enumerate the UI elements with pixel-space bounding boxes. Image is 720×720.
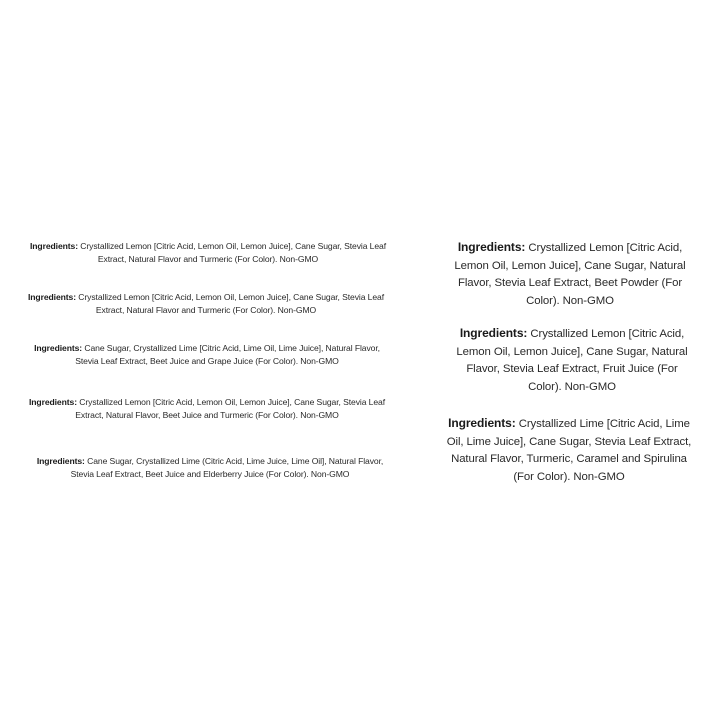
ingredients-block-left-4	[28, 396, 386, 421]
ingredients-label: Ingredients:	[34, 343, 83, 353]
ingredients-text: Crystallized Lemon [Citric Acid, Lemon Oil, Lemon Juice], Cane Sugar, Stevia Leaf Extract, Natural Flavor and Turmeric (For Color). Non-GMO	[78, 292, 385, 315]
ingredients-text: Crystallized Lemon [Citric Acid, Lemon Oil, Lemon Juice], Cane Sugar, Natural Flavor, Stevia Leaf Extract, Beet Powder (For Color). Non-GMO	[454, 242, 686, 307]
ingredients-label: Ingredients:	[30, 241, 78, 251]
ingredients-block-right-2	[452, 325, 692, 396]
ingredients-block-right-1	[452, 239, 688, 310]
ingredients-block-left-3	[28, 342, 386, 367]
ingredients-label: Ingredients:	[448, 416, 516, 430]
ingredients-label: Ingredients:	[28, 397, 77, 407]
ingredients-text: Crystallized Lemon [Citric Acid, Lemon Oil, Lemon Juice], Cane Sugar, Natural Flavor, Stevia Leaf Extract, Fruit Juice (For Color). Non-GMO	[456, 328, 688, 393]
ingredients-label: Ingredients:	[457, 240, 526, 254]
ingredients-block-left-2	[28, 291, 384, 316]
ingredients-block-left-5	[28, 455, 392, 480]
ingredients-text: Cane Sugar, Crystallized Lime (Citric Acid, Lime Juice, Lime Oil], Natural Flavor, Stevia Leaf Extract, Beet Juice and Elderberry Juice (For Color). Non-GMO	[70, 456, 384, 479]
ingredients-label: Ingredients:	[459, 326, 528, 340]
ingredients-block-right-3	[446, 415, 692, 486]
ingredients-text: Cane Sugar, Crystallized Lime [Citric Acid, Lime Oil, Lime Juice], Natural Flavor, Stevia Leaf Extract, Beet Juice and Grape Juice (For Color). Non-GMO	[75, 343, 380, 366]
ingredients-text: Crystallized Lemon [Citric Acid, Lemon Oil, Lemon Juice], Cane Sugar, Stevia Leaf Extract, Natural Flavor, Beet Juice and Turmeric (For Color). Non-GMO	[75, 397, 385, 420]
ingredients-text: Crystallized Lemon [Citric Acid, Lemon Oil, Lemon Juice], Cane Sugar, Stevia Leaf Extract, Natural Flavor and Turmeric (For Color). Non-GMO	[80, 241, 387, 264]
ingredients-block-left-1	[30, 240, 386, 265]
ingredients-text: Crystallized Lime [Citric Acid, Lime Oil, Lime Juice], Cane Sugar, Stevia Leaf Extract, Natural Flavor, Turmeric, Caramel and Spirulina (For Color). Non-GMO	[446, 418, 692, 483]
ingredients-label: Ingredients:	[36, 456, 85, 466]
ingredients-label: Ingredients:	[28, 292, 76, 302]
